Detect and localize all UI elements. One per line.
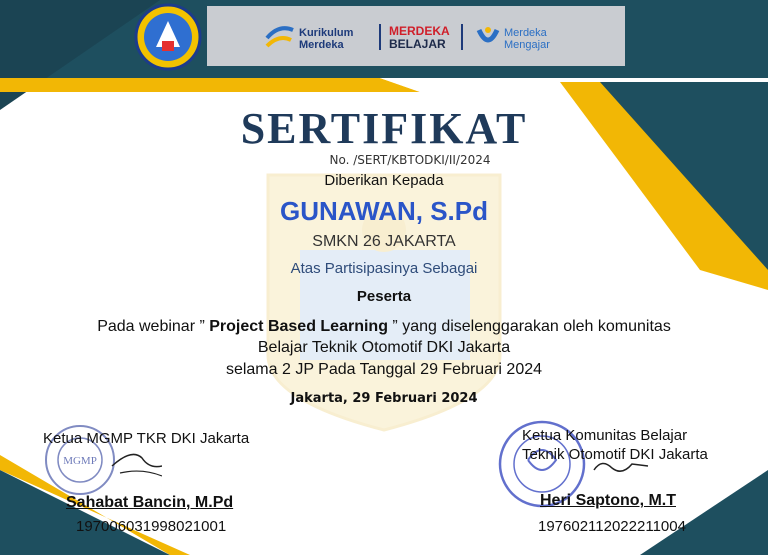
body-line-3: selama 2 JP Pada Tanggal 29 Februari 2024	[225, 361, 543, 378]
body-line-2: Belajar Teknik Otomotif DKI Jakarta	[257, 339, 511, 356]
given-to-label: Diberikan Kepada	[324, 172, 444, 189]
body-line-1: Pada webinar ” Project Based Learning ” yang diselenggarakan oleh komunitas	[97, 318, 671, 335]
stamp-label: MGMP	[63, 455, 97, 467]
left-signer-name: Sahabat Bancin, M.Pd	[66, 494, 234, 511]
webinar-topic: Project Based Learning	[209, 318, 388, 335]
participant-role: Peserta	[356, 288, 412, 305]
right-signer-name: Heri Saptono, M.T	[540, 492, 676, 509]
certificate-title: SERTIFIKAT	[240, 104, 528, 153]
certificate-number: No. /SERT/KBTODKI/II/2024	[329, 153, 491, 167]
right-signer-nip: 197602112022211004	[538, 518, 686, 535]
place-and-date: Jakarta, 29 Februari 2024	[290, 391, 478, 406]
recipient-name: GUNAWAN, S.Pd	[279, 196, 488, 226]
kurikulum-merdeka-icon	[265, 24, 295, 55]
merdeka-mengajar-icon	[475, 24, 501, 55]
kurikulum-merdeka-logo: Kurikulum Merdeka	[299, 27, 354, 51]
left-signer-title: Ketua MGMP TKR DKI Jakarta	[43, 430, 250, 447]
participation-label: Atas Partisipasinya Sebagai	[290, 260, 478, 277]
left-signer-nip: 197006031998021001	[76, 518, 227, 535]
recipient-school: SMKN 26 JAKARTA	[312, 233, 456, 250]
merdeka-belajar-logo: MERDEKA BELAJAR	[389, 24, 450, 51]
tut-wuri-handayani-emblem	[134, 3, 202, 71]
right-signer-title: Ketua Komunitas Belajar Teknik Otomotif DKI Jakarta	[522, 427, 708, 463]
merdeka-mengajar-logo: Merdeka Mengajar	[504, 27, 550, 51]
program-logos-banner	[207, 6, 625, 66]
